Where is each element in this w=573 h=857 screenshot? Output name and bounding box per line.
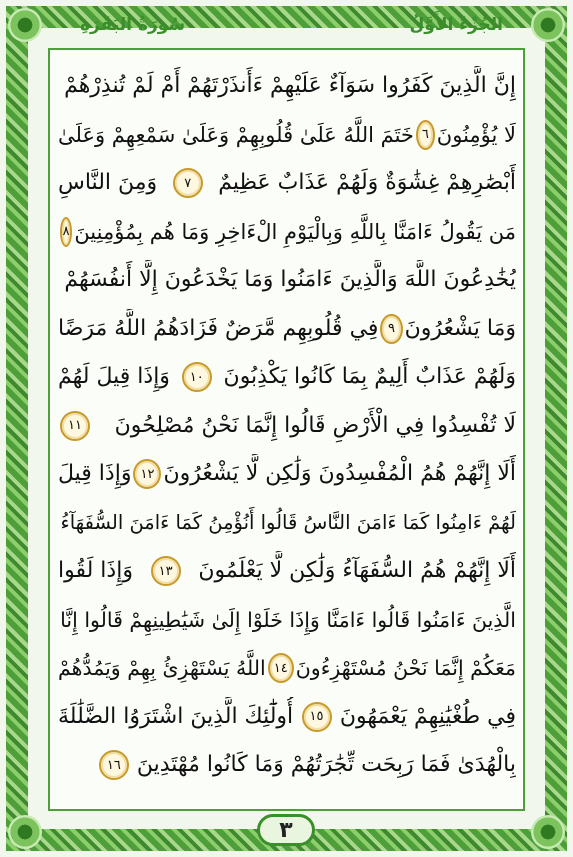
ayah-number-marker: ١٤ [268, 653, 294, 683]
verse-text: بِالْهُدَىٰ فَمَا رَبِحَت تِّجَٰرَتُهُمْ وَمَا كَانُوا مُهْتَدِينَ [136, 752, 516, 777]
verse-text: إِنَّ الَّذِينَ كَفَرُوا سَوَآءٌ عَلَيْهِمْ ءَأَنذَرْتَهُمْ أَمْ لَمْ تُنذِرْهُمْ [64, 73, 516, 98]
verse-text: اللَّهُ يَسْتَهْزِئُ بِهِمْ وَيَمُدُّهُمْ [58, 656, 266, 680]
verse-text: لَا يُؤْمِنُونَ [436, 122, 516, 147]
verse-text: أَلَا إِنَّهُمْ هُمُ الْمُفْسِدُونَ وَلَٰكِن لَّا يَشْعُرُونَ [163, 461, 516, 486]
text-line [58, 745, 516, 785]
text-line [58, 600, 516, 640]
verse-text: لَهُمْ ءَامِنُوا كَمَا ءَامَنَ النَّاسُ قَالُوا أَنُؤْمِنُ كَمَا ءَامَنَ السُّفَهَآءُ [60, 510, 516, 534]
surah-label: سُورَةُ البَقَرَةِ [80, 15, 186, 35]
text-line [58, 697, 516, 737]
ayah-number-marker: ١٠ [182, 362, 212, 392]
text-line [58, 406, 516, 446]
corner-ornament [531, 8, 565, 42]
verse-text: وَإِذَا قِيلَ [58, 461, 132, 486]
ayah-number-marker: ٨ [60, 217, 72, 247]
ayah-number-marker: ١٣ [151, 556, 181, 586]
verse-text: أُولَٰٓئِكَ الَّذِينَ اشْتَرَوُا الضَّلَٰلَةَ [58, 703, 294, 729]
verse-text: لَا تُفْسِدُوا فِي الْأَرْضِ قَالُوا إِنَّمَا نَحْنُ مُصْلِحُونَ [114, 412, 516, 438]
verse-text: مَن يَقُولُ ءَامَنَّا بِاللَّهِ وَبِالْيَوْمِ الْءَاخِرِ وَمَا هُم بِمُؤْمِنِينَ [74, 219, 516, 244]
text-line [58, 309, 516, 349]
text-line [58, 163, 516, 203]
verse-text: فِي طُغْيَٰنِهِمْ يَعْمَهُونَ [339, 703, 516, 729]
verse-text: وَإِذَا قِيلَ لَهُمْ [58, 364, 170, 389]
verse-text: أَلَا إِنَّهُمْ هُمُ السُّفَهَآءُ وَلَٰكِن لَّا يَعْلَمُونَ [198, 558, 516, 583]
page-number: ٣ [257, 814, 315, 846]
verse-text: يُخَٰدِعُونَ اللَّهَ وَالَّذِينَ ءَامَنُوا وَمَا يَخْدَعُونَ إِلَّا أَنفُسَهُمْ [64, 267, 516, 292]
text-line [58, 357, 516, 397]
ayah-number-marker: ١٦ [99, 750, 129, 780]
verse-text: خَتَمَ اللَّهُ عَلَىٰ قُلُوبِهِمْ وَعَلَىٰ سَمْعِهِمْ وَعَلَىٰ [58, 122, 414, 147]
text-line [58, 66, 516, 106]
ayah-number-marker: ١٥ [302, 702, 332, 732]
text-line [58, 115, 516, 155]
juz-label: الجُزْءُ الأَوَّلُ [409, 15, 503, 35]
verse-text: فِي قُلُوبِهِم مَّرَضٌ فَزَادَهُمُ اللَّهُ مَرَضًا [58, 315, 379, 341]
text-line [58, 260, 516, 300]
ayah-number-marker: ٩ [380, 314, 402, 344]
text-line [58, 551, 516, 591]
corner-ornament [531, 815, 565, 849]
ayah-number-marker: ١١ [60, 411, 90, 441]
text-line [58, 648, 516, 688]
text-line [58, 212, 516, 252]
corner-ornament [8, 815, 42, 849]
verse-text: الَّذِينَ ءَامَنُوا قَالُوا ءَامَنَّا وَإِذَا خَلَوْا إِلَىٰ شَيَٰطِينِهِمْ قَالُوا إِنَّا [60, 607, 516, 632]
verse-text: وَمِنَ النَّاسِ [58, 170, 158, 195]
verse-text: وَمَا يَشْعُرُونَ [404, 315, 516, 341]
verse-text: أَبْصَٰرِهِمْ غِشَٰوَةٌ وَلَهُمْ عَذَابٌ عَظِيمٌ [218, 170, 516, 195]
verse-text: مَعَكُمْ إِنَّمَا نَحْنُ مُسْتَهْزِءُونَ [295, 656, 516, 680]
text-line [58, 454, 516, 494]
ayah-number-marker: ٧ [173, 168, 203, 198]
text-line [58, 503, 516, 543]
verse-text: وَلَهُمْ عَذَابٌ أَلِيمٌ بِمَا كَانُوا يَكْذِبُونَ [223, 364, 516, 389]
corner-ornament [8, 8, 42, 42]
ayah-number-marker: ٦ [416, 120, 435, 150]
ayah-number-marker: ١٢ [133, 459, 161, 489]
verse-text: وَإِذَا لَقُوا [58, 558, 133, 583]
